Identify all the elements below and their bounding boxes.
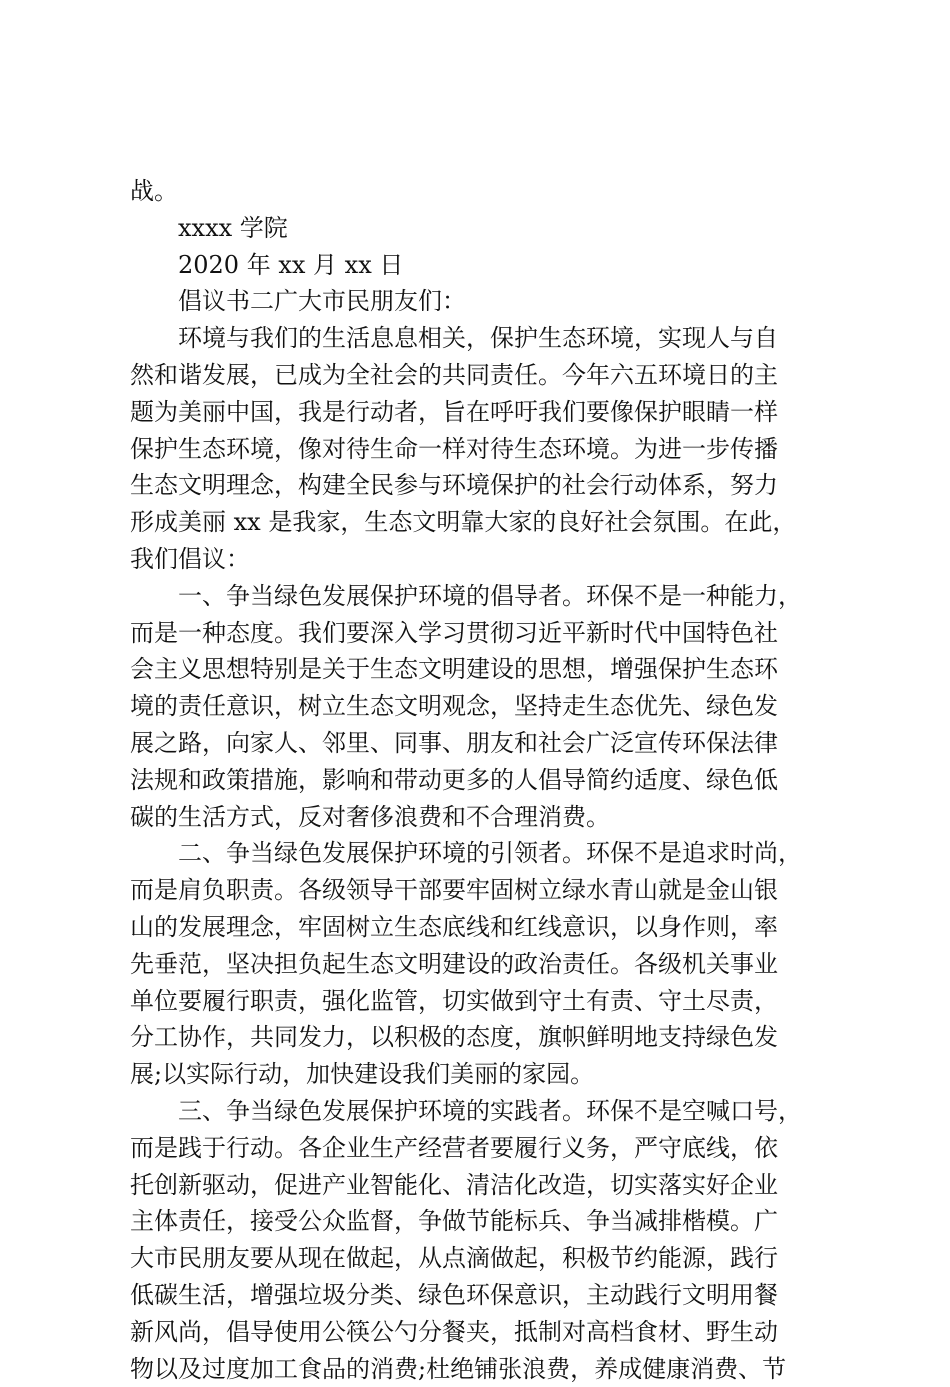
text-line: 生态文明理念，构建全民参与环境保护的社会行动体系，努力 [130,467,830,504]
text-line: 一、争当绿色发展保护环境的倡导者。环保不是一种能力， [130,578,830,615]
text-line: 法规和政策措施，影响和带动更多的人倡导简约适度、绿色低 [130,762,830,799]
text-line: 先垂范，坚决担负起生态文明建设的政治责任。各级机关事业 [130,946,830,983]
text-line: 我们倡议： [130,541,830,578]
text-line: 托创新驱动，促进产业智能化、清洁化改造，切实落实好企业 [130,1167,830,1204]
text-line: 境的责任意识，树立生态文明观念，坚持走生态优先、绿色发 [130,688,830,725]
document-body [130,173,830,1387]
text-line: 展之路，向家人、邻里、同事、朋友和社会广泛宣传环保法律 [130,725,830,762]
text-line: 形成美丽 xx 是我家，生态文明靠大家的良好社会氛围。在此， [130,504,830,541]
text-line: 战。 [130,173,830,210]
text-line: 三、争当绿色发展保护环境的实践者。环保不是空喊口号， [130,1093,830,1130]
text-line: 物以及过度加工食品的消费;杜绝铺张浪费，养成健康消费、节 [130,1351,830,1387]
text-line: 而是践于行动。各企业生产经营者要履行义务，严守底线，依 [130,1130,830,1167]
text-line: 主体责任，接受公众监督，争做节能标兵、争当减排楷模。广 [130,1203,830,1240]
text-line: 然和谐发展，已成为全社会的共同责任。今年六五环境日的主 [130,357,830,394]
text-line: 大市民朋友要从现在做起，从点滴做起，积极节约能源，践行 [130,1240,830,1277]
text-line: 而是一种态度。我们要深入学习贯彻习近平新时代中国特色社 [130,615,830,652]
text-line: 单位要履行职责，强化监管，切实做到守土有责、守土尽责， [130,983,830,1020]
text-line: 低碳生活，增强垃圾分类、绿色环保意识，主动践行文明用餐 [130,1277,830,1314]
date-line: 2020 年 xx 月 xx 日 [130,247,830,284]
text-line: 展;以实际行动，加快建设我们美丽的家园。 [130,1056,830,1093]
text-line: 分工协作，共同发力，以积极的态度，旗帜鲜明地支持绿色发 [130,1019,830,1056]
text-line: 会主义思想特别是关于生态文明建设的思想，增强保护生态环 [130,651,830,688]
text-line: 山的发展理念，牢固树立生态底线和红线意识，以身作则，率 [130,909,830,946]
text-line: 题为美丽中国，我是行动者，旨在呼吁我们要像保护眼睛一样 [130,394,830,431]
text-line: 环境与我们的生活息息相关，保护生态环境，实现人与自 [130,320,830,357]
text-line: 而是肩负职责。各级领导干部要牢固树立绿水青山就是金山银 [130,872,830,909]
signature-line: xxxx 学院 [130,210,830,247]
salutation-line: 倡议书二广大市民朋友们： [130,283,830,320]
text-line: 碳的生活方式，反对奢侈浪费和不合理消费。 [130,799,830,836]
text-line: 保护生态环境，像对待生命一样对待生态环境。为进一步传播 [130,431,830,468]
text-line: 新风尚，倡导使用公筷公勺分餐夹，抵制对高档食材、野生动 [130,1314,830,1351]
text-line: 二、争当绿色发展保护环境的引领者。环保不是追求时尚， [130,835,830,872]
